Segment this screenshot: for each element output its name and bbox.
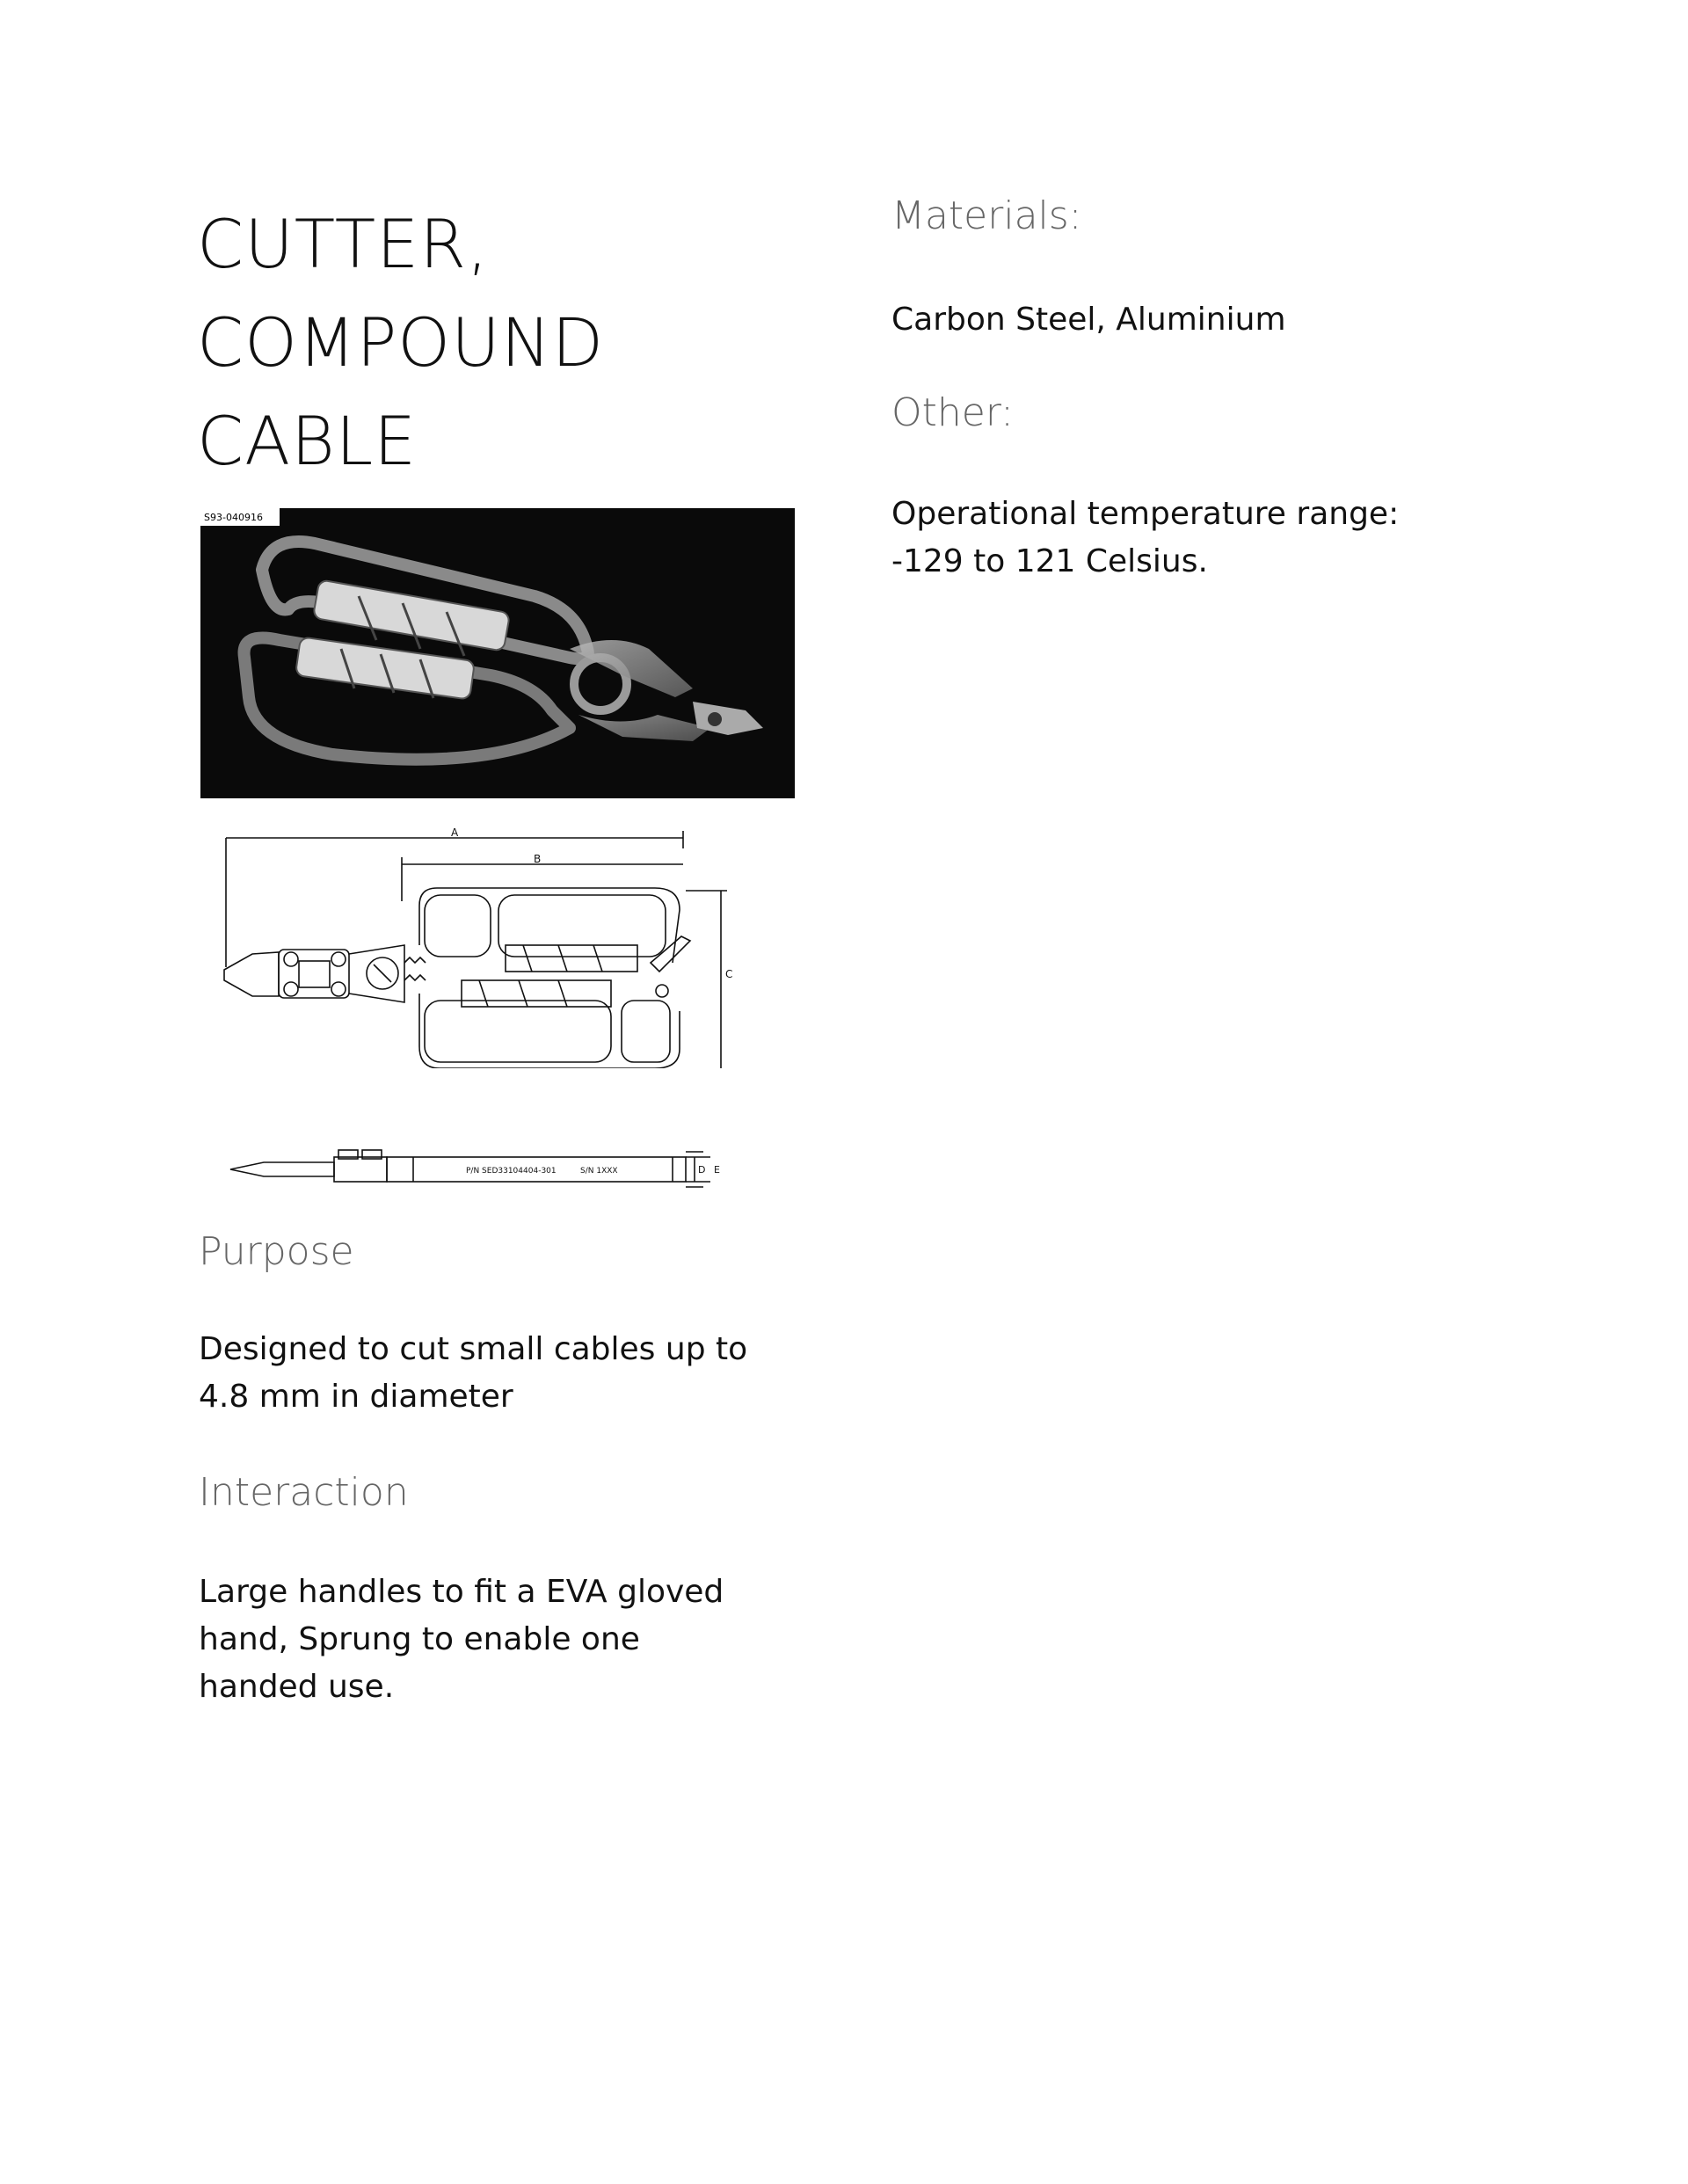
serial-number-label: S/N 1XXX [580,1167,618,1176]
purpose-line-1: Designed to cut small cables up to [199,1331,748,1367]
dim-label-b: B [534,853,542,865]
other-line-2: -129 to 121 Celsius. [891,543,1208,579]
materials-text: Carbon Steel, Aluminium [891,302,1286,338]
page-title [197,195,865,491]
dim-label-a: A [451,826,459,839]
other-text [891,491,1577,586]
interaction-line-1: Large handles to fit a EVA gloved [199,1574,724,1610]
cutter-top-view-drawing [215,822,752,1068]
interaction-line-2: hand, Sprung to enable one [199,1621,640,1657]
cable-cutter-photo [200,508,795,798]
dim-label-c: C [725,968,733,980]
title-line-3: CABLE [197,402,418,480]
other-line-1: Operational temperature range: [891,496,1400,532]
interaction-heading: Interaction [199,1470,409,1515]
interaction-text [199,1569,814,1711]
title-line-1: CUTTER, [197,205,490,283]
materials-heading: Materials: [891,193,1082,238]
dim-label-e: E [714,1164,720,1176]
purpose-heading: Purpose [199,1229,354,1274]
dim-label-d: D [698,1164,706,1176]
other-heading: Other: [891,390,1014,435]
title-line-2: COMPOUND [197,303,605,382]
interaction-line-3: handed use. [199,1669,395,1705]
photo-label: S93-040916 [204,512,263,523]
part-number-label: P/N SED33104404-301 [466,1167,557,1176]
cutter-side-view-drawing [229,1143,765,1192]
purpose-line-2: 4.8 mm in diameter [199,1379,513,1415]
purpose-text [199,1326,814,1421]
